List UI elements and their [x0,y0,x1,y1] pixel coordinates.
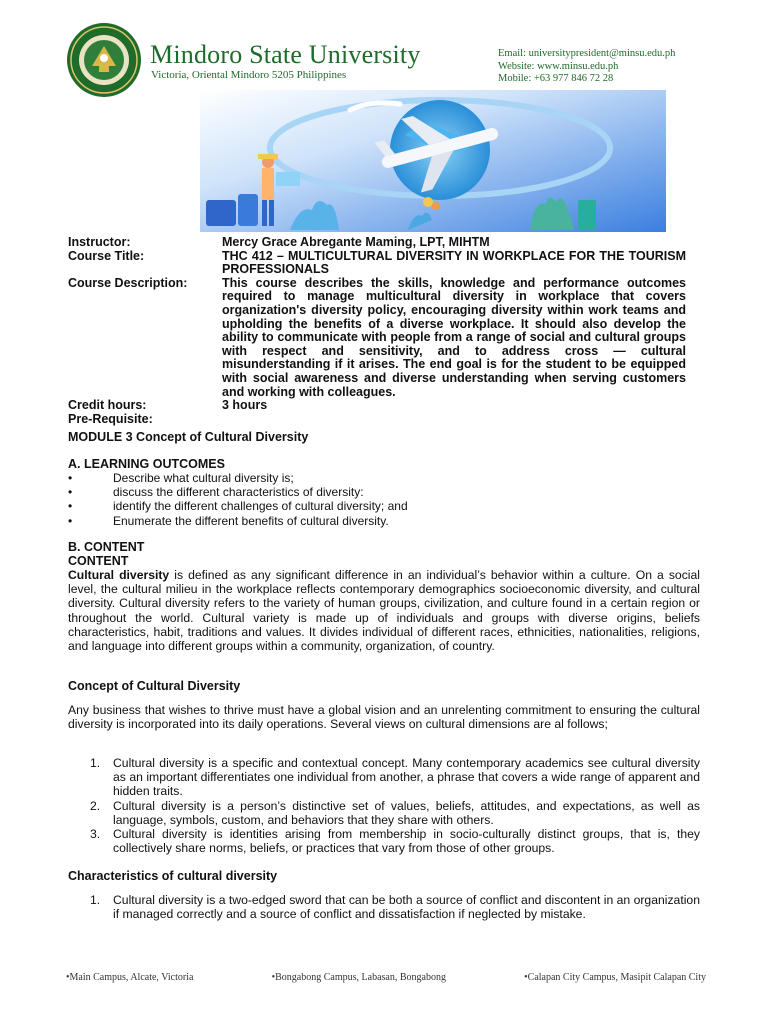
credit-row [68,399,688,413]
characteristics-list [68,893,700,922]
travel-banner-icon [200,90,666,232]
course-description-value: This course describes the skills, knowledge and performance outcomes required to manage multicultural diversity in workplace that covers organization's diversity policy, encouraging diversity within work teams and upholding the benefits of a diverse workplace. It should also develop the ability to communicate with people from a range of social and cultural groups with respect and sensitivity, and to address cross — cultural misunderstanding if it arises. The end goal is for the student to be equipped with social awareness and diverse understanding when serving customers and working with colleagues. [222,275,686,399]
concept-list [68,756,700,856]
course-description-row [68,277,688,399]
university-name: Mindoro State University [150,40,421,69]
instructor-row [68,236,688,250]
list-item: 3. Cultural diversity is identities arising from membership in socio-culturally distinct groups, that is, they collectively share norms, beliefs, or practices that vary from those of other groups. [90,827,700,856]
content-subheading: CONTENT [68,554,129,568]
list-item: • Enumerate the different benefits of cultural diversity. [68,513,389,528]
list-item: • discuss the different characteristics of diversity: [68,485,364,500]
learning-outcomes-heading: A. LEARNING OUTCOMES [68,457,225,471]
list-item: 2. Cultural diversity is a person’s distinctive set of values, beliefs, attitudes, and expectations, as well as language, symbols, custom, and behaviors that they share with others. [90,798,700,827]
contact-email: Email: universitypresident@minsu.edu.ph [498,48,676,59]
credit-value: 3 hours [222,398,268,413]
letterhead [0,0,768,90]
course-description-label: Course Description: [68,275,188,290]
definition-text: is defined as any significant difference in an individual’s behavior within a culture. On a social level, the cultural milieu in the workplace reflects contemporary demographics socioeconomic diversity, and cultural diversity. Cultural diversity refers to the variety of human groups, civilization, and culture found in a certain region or throughout the world. Cultural variety is made up of individuals and groups with diverse origins, beliefs characteristics, habit, traditions and values. It divides individual of different races, ethnicities, nationalities, religions, and language into different groups within a community, organization, of country. [68,568,700,654]
contact-mobile: Mobile: +63 977 846 72 28 [498,73,614,84]
footer-campus-calapan: •Calapan City Campus, Masipit Calapan City [524,972,706,983]
footer-campus-bongabong: •Bongabong Campus, Labasan, Bongabong [271,972,446,983]
footer-campus-main: •Main Campus, Alcate, Victoria [66,972,194,983]
concept-intro: Any business that wishes to thrive must have a global vision and an unrelenting commitment to ensuring the cultural diversity is incorporated into its daily operations. Several views on cultural dimensions are al follows; [68,703,700,732]
content-heading: B. CONTENT [68,540,145,554]
instructor-label: Instructor: [68,235,131,249]
campus-footer [66,972,706,983]
list-item: 1. Cultural diversity is a two-edged sword that can be both a source of conflict and discontent in an organization if managed correctly and a source of conflict and dissatisfaction if neglected by mistake. [90,893,700,922]
bullet: • [68,471,73,485]
characteristics-heading: Characteristics of cultural diversity [68,869,278,883]
module-title: MODULE 3 Concept of Cultural Diversity [68,430,309,444]
definition-paragraph [68,568,700,653]
bullet: • [68,513,73,528]
learning-outcomes-list [68,471,408,528]
prereq-label: Pre-Requisite: [68,411,153,426]
prereq-row [68,413,688,427]
list-item: • Describe what cultural diversity is; [68,471,294,485]
contact-block [498,48,675,86]
definition-term: Cultural diversity [68,568,170,582]
prereq-value [222,413,686,427]
bullet: • [68,499,73,514]
bullet: • [68,485,73,500]
course-title-label: Course Title: [68,248,145,263]
course-info [68,236,688,426]
concept-heading: Concept of Cultural Diversity [68,679,241,693]
university-seal-icon [66,22,142,98]
university-address: Victoria, Oriental Mindoro 5205 Philippines [151,69,347,81]
course-title-value: THC 412 – MULTICULTURAL DIVERSITY IN WORKPLACE FOR THE TOURISM PROFESSIONALS [222,248,686,277]
credit-label: Credit hours: [68,398,147,413]
instructor-value: Mercy Grace Abregante Maming, LPT, MIHTM [222,235,490,249]
list-item: • identify the different challenges of cultural diversity; and [68,499,408,514]
course-title-row [68,250,688,277]
contact-website: Website: www.minsu.edu.ph [498,60,619,72]
list-item: 1. Cultural diversity is a specific and contextual concept. Many contemporary academics see cultural diversity as an important differentiates one individual from another, a phrase that covers a wide range of apparent and hidden traits. [90,756,700,799]
